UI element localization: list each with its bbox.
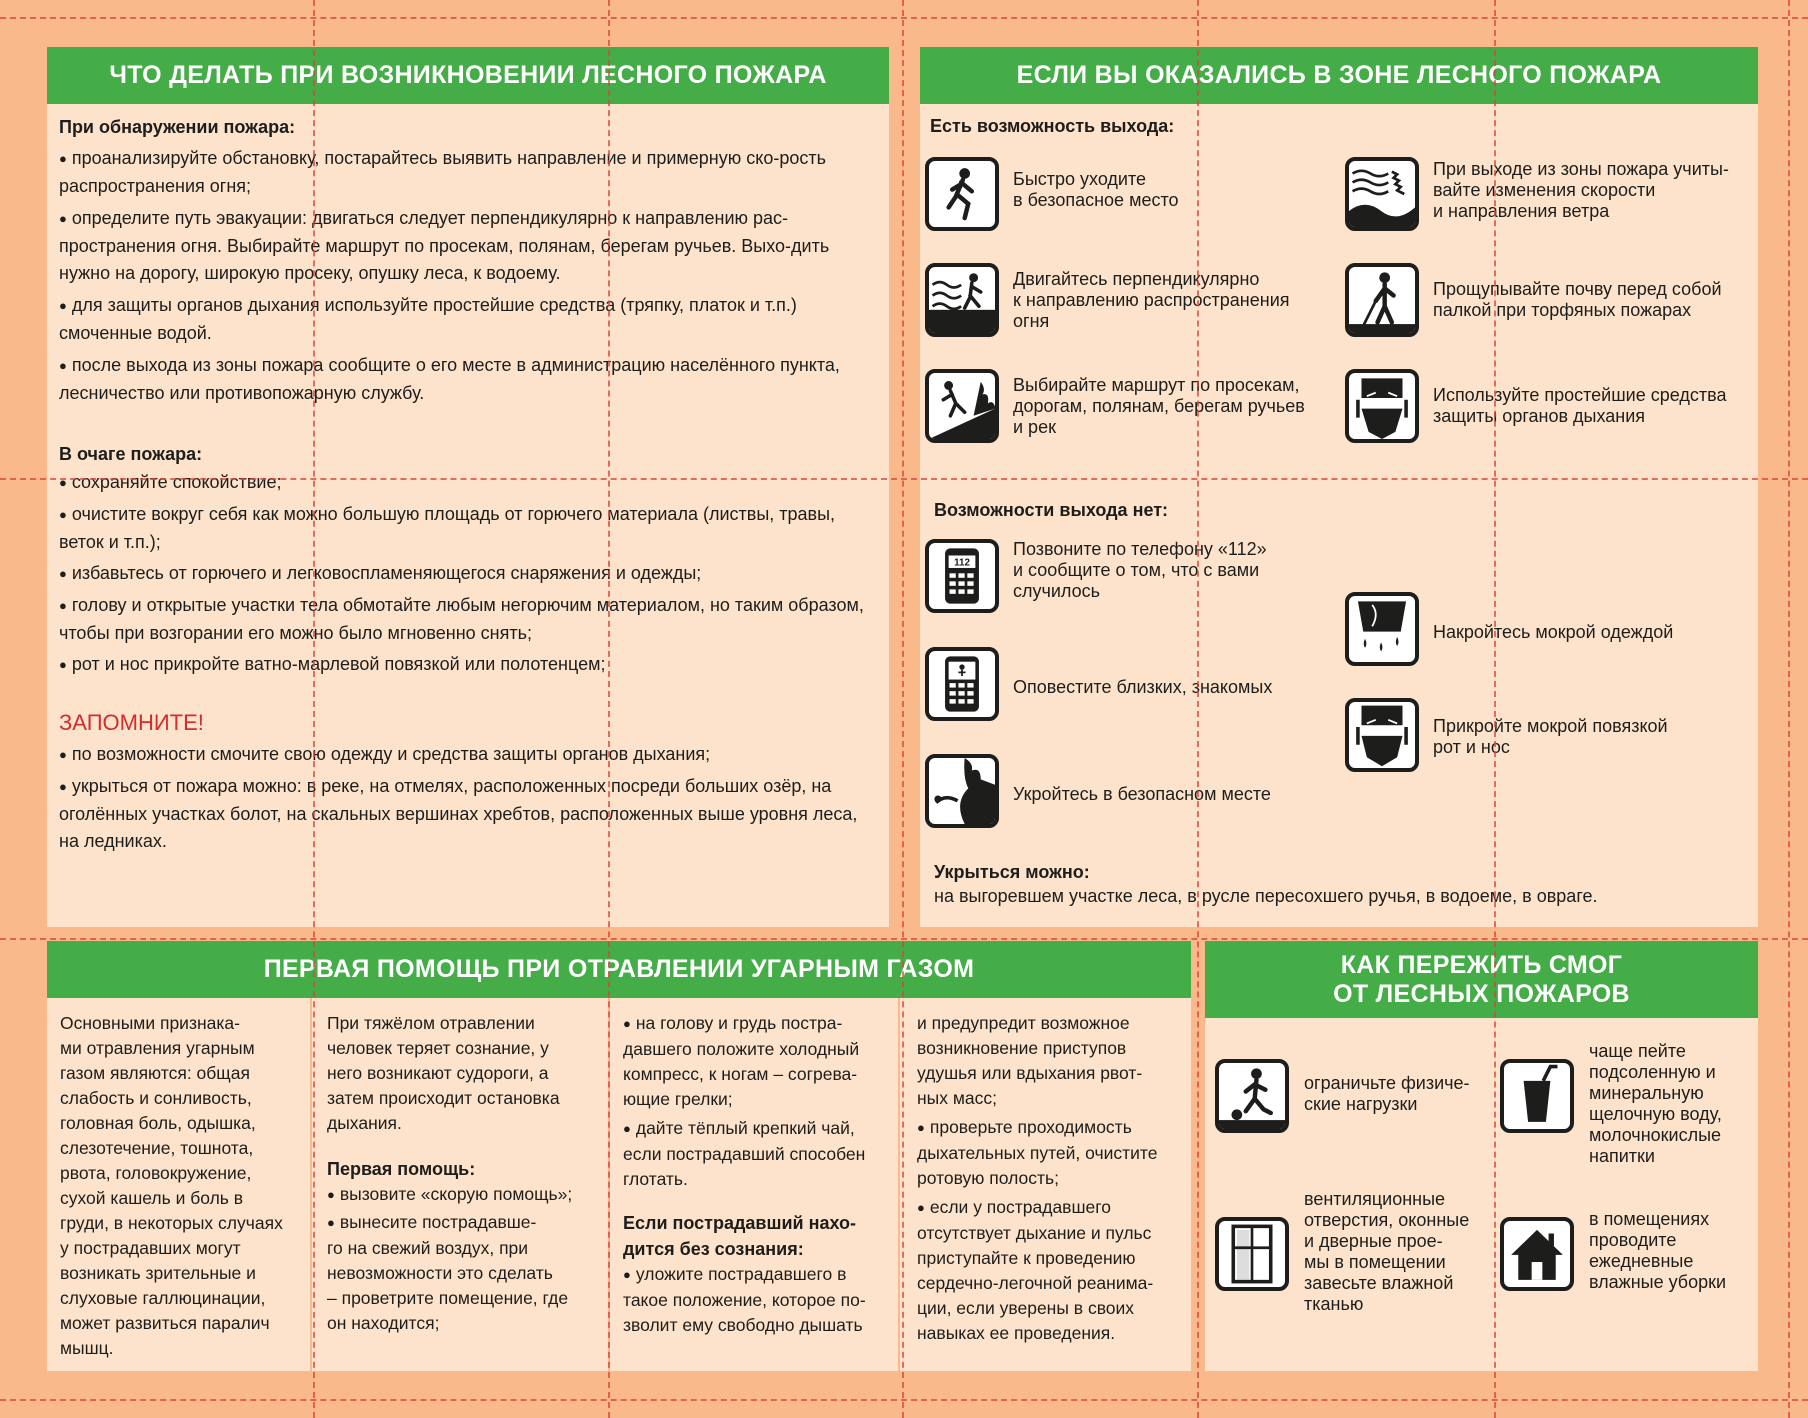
section-heading: Возможности выхода нет: — [934, 500, 1169, 520]
wet-clothes-icon — [1345, 592, 1419, 666]
wind-fire-icon — [1345, 157, 1419, 231]
paragraph: и предупредит возможное возникновение приступов удушья или вдыхания рвот- ных масс; — [917, 1013, 1143, 1108]
icon-label: При выходе из зоны пожара учиты- вайте изменения скорости и направления ветра — [1433, 159, 1729, 221]
wet-mask-icon — [1345, 698, 1419, 772]
panel-title — [1205, 941, 1758, 1018]
guide-line — [902, 0, 904, 1418]
panel-forest-fire-actions — [47, 47, 889, 927]
guide-line — [1197, 0, 1199, 1418]
icon-label: ограничьте физиче- ские нагрузки — [1304, 1073, 1470, 1114]
column-divider — [310, 998, 312, 1371]
icon-label: Накройтесь мокрой одеждой — [1433, 622, 1674, 642]
remember-heading: ЗАПОМНИТЕ! — [59, 710, 204, 735]
bullet-list — [59, 145, 877, 407]
guide-line — [313, 0, 315, 1418]
icon-label: Используйте простейшие средства защиты органов дыхания — [1433, 385, 1727, 426]
text-column-4 — [917, 1011, 1187, 1350]
guide-line — [608, 0, 610, 1418]
bullet-item: ● укрыться от пожара можно: в реке, на отмелях, расположенных посреди больших озёр, на оголённых участках болот, на скальных вершинах хребтов, расположенных выше уровня леса, на ледниках. — [59, 773, 877, 855]
person-kicking-ball-icon — [1215, 1059, 1289, 1133]
panel-title: ЧТО ДЕЛАТЬ ПРИ ВОЗНИКНОВЕНИИ ЛЕСНОГО ПОЖАРА — [47, 47, 889, 104]
icon-label: Укройтесь в безопасном месте — [1013, 784, 1271, 804]
svg-text:112: 112 — [954, 557, 970, 569]
bullet-item: ● вынесите пострадавше- го на свежий воздух, при невозможности это сделать – проветрите помещение, где он находится; — [327, 1210, 607, 1336]
bullet-item: ● голову и открытые участки тела обмотайте любым негорючим материалом, но таким образом, чтобы при возгорании его можно было мгновенно снять; — [59, 592, 877, 647]
icon-label: в помещениях проводите ежедневные влажные уборки — [1589, 1209, 1727, 1292]
icon-label: Быстро уходите в безопасное место — [1013, 169, 1179, 210]
bullet-list — [59, 741, 877, 855]
face-mask-icon — [1345, 369, 1419, 443]
bullet-item: ● для защиты органов дыхания используйте простейшие средства (тряпку, платок и т.п.) смоченные водой. — [59, 292, 877, 347]
text-column-1 — [60, 1011, 308, 1361]
bullet-item: ● проверьте проходимость дыхательных путей, очистите ротовую полость; — [917, 1115, 1187, 1191]
house-icon — [1500, 1217, 1574, 1291]
section-heading: Если пострадавший нахо- дится без сознания: — [623, 1213, 857, 1259]
section-heading: При обнаружении пожара: — [59, 117, 296, 137]
bullet-item: ● после выхода из зоны пожара сообщите о его месте в администрацию населённого пункта, лесничество или противопожарную службу. — [59, 352, 877, 407]
panel-in-fire-zone — [920, 47, 1758, 927]
guide-line — [1788, 0, 1790, 1418]
bullet-item: ● вызовите «скорую помощь»; — [327, 1182, 607, 1208]
text-column-2 — [327, 1011, 607, 1338]
bullet-item: ● избавьтесь от горючего и легковоспламеняющегося снаряжения и одежды; — [59, 560, 877, 588]
panel-title: ЕСЛИ ВЫ ОКАЗАЛИСЬ В ЗОНЕ ЛЕСНОГО ПОЖАРА — [920, 47, 1758, 104]
panel-smog — [1205, 941, 1758, 1371]
guide-line — [0, 478, 1808, 480]
bullet-item: ● рот и нос прикройте ватно-марлевой повязкой или полотенцем; — [59, 651, 877, 679]
section-heading: Первая помощь: — [327, 1159, 476, 1179]
phone-112-icon — [925, 539, 999, 613]
bullet-item: ● проанализируйте обстановку, постарайтесь выявить направление и примерную ско-рость распространения огня; — [59, 145, 877, 200]
bullet-item: ● уложите пострадавшего в такое положение, которое по- зволит ему свободно дышать — [623, 1262, 895, 1338]
bullet-item: ● определите путь эвакуации: двигаться следует перпендикулярно к направлению рас-пространения огня. Выбирайте маршрут по просекам, полянам, берегам ручьев. Выхо-дить нужно на дорогу, широкую просеку, опушку леса, к водоему. — [59, 205, 877, 287]
guide-line — [0, 1399, 1808, 1401]
bullet-item: ● сохраняйте спокойствие; — [59, 469, 877, 497]
guide-line — [0, 938, 1808, 940]
guide-line — [0, 17, 1808, 19]
shelter-icon — [925, 754, 999, 828]
bullet-list — [623, 1011, 895, 1192]
icon-label: Двигайтесь перпендикулярно к направлению распространения огня — [1013, 269, 1290, 331]
bullet-list — [59, 469, 877, 679]
icon-label: Позвоните по телефону «112» и сообщите о том, что с вами случилось — [1013, 539, 1267, 601]
bullet-item: ● если у пострадавшего отсутствует дыхание и пульс приступайте к проведению сердечно-легочной реанима- ции, если уверены в своих навыках ее проведения. — [917, 1195, 1187, 1346]
bullet-item: ● на голову и грудь постра- давшего положите холодный компресс, к ногам – согрева- ющие грелки; — [623, 1011, 895, 1112]
section-heading: Укрыться можно: — [934, 862, 1090, 882]
section-heading: В очаге пожара: — [59, 444, 203, 464]
mobile-phone-icon — [925, 647, 999, 721]
icon-label: Оповестите близких, знакомых — [1013, 677, 1273, 697]
bullet-item: ● очистите вокруг себя как можно большую площадь от горючего материала (листвы, травы, веток и т.п.); — [59, 501, 877, 556]
icon-label: Выбирайте маршрут по просекам, дорогам, полянам, берегам ручьев и рек — [1013, 375, 1305, 437]
panel-title: ПЕРВАЯ ПОМОЩЬ ПРИ ОТРАВЛЕНИИ УГАРНЫМ ГАЗОМ — [47, 941, 1191, 998]
paragraph: Основными признака- ми отравления угарным газом являются: общая слабость и сонливость, головная боль, одышка, слезотечение, тошнота, рвота, головокружение, сухой кашель и боль в груди, в некоторых случаях у пострадавших могут возникать зрительные и слуховые галлюцинации, может развиться паралич мышц. — [60, 1013, 283, 1358]
icon-label: чаще пейте подсоленную и минеральную щелочную воду, молочнокислые напитки — [1589, 1041, 1722, 1166]
icon-label: вентиляционные отверстия, оконные и дверные прое- мы в помещении завесьте влажной тканью — [1304, 1189, 1470, 1314]
title-line: ОТ ЛЕСНЫХ ПОЖАРОВ — [1333, 979, 1630, 1008]
guide-line — [1494, 0, 1496, 1418]
bullet-item: ● по возможности смочите свою одежду и средства защиты органов дыхания; — [59, 741, 877, 769]
window-icon — [1215, 1217, 1289, 1291]
icon-label: Прикройте мокрой повязкой рот и нос — [1433, 716, 1668, 757]
panel-first-aid — [47, 941, 1191, 1371]
paragraph: При тяжёлом отравлении человек теряет сознание, у него возникают судороги, а затем происходит остановка дыхания. — [327, 1013, 560, 1133]
running-person-icon — [925, 157, 999, 231]
bullet-list — [623, 1262, 895, 1338]
drink-cup-icon — [1500, 1059, 1574, 1133]
person-crossing-waves-icon — [925, 263, 999, 337]
section-heading: Есть возможность выхода: — [930, 116, 1175, 136]
person-with-stick-icon — [1345, 263, 1419, 337]
bullet-item: ● дайте тёплый крепкий чай, если пострадавший способен глотать. — [623, 1116, 895, 1192]
icon-label: Прощупывайте почву перед собой палкой при торфяных пожарах — [1433, 279, 1722, 320]
shelter-text: на выгоревшем участке леса, в русле пересохшего ручья, в водоеме, в овраге. — [934, 886, 1598, 906]
title-line: КАК ПЕРЕЖИТЬ СМОГ — [1340, 950, 1623, 979]
column-divider — [898, 998, 900, 1371]
bullet-list — [327, 1182, 607, 1336]
bullet-list — [917, 1115, 1187, 1346]
text-column-3 — [623, 1011, 895, 1340]
person-fleeing-fire-icon — [925, 369, 999, 443]
